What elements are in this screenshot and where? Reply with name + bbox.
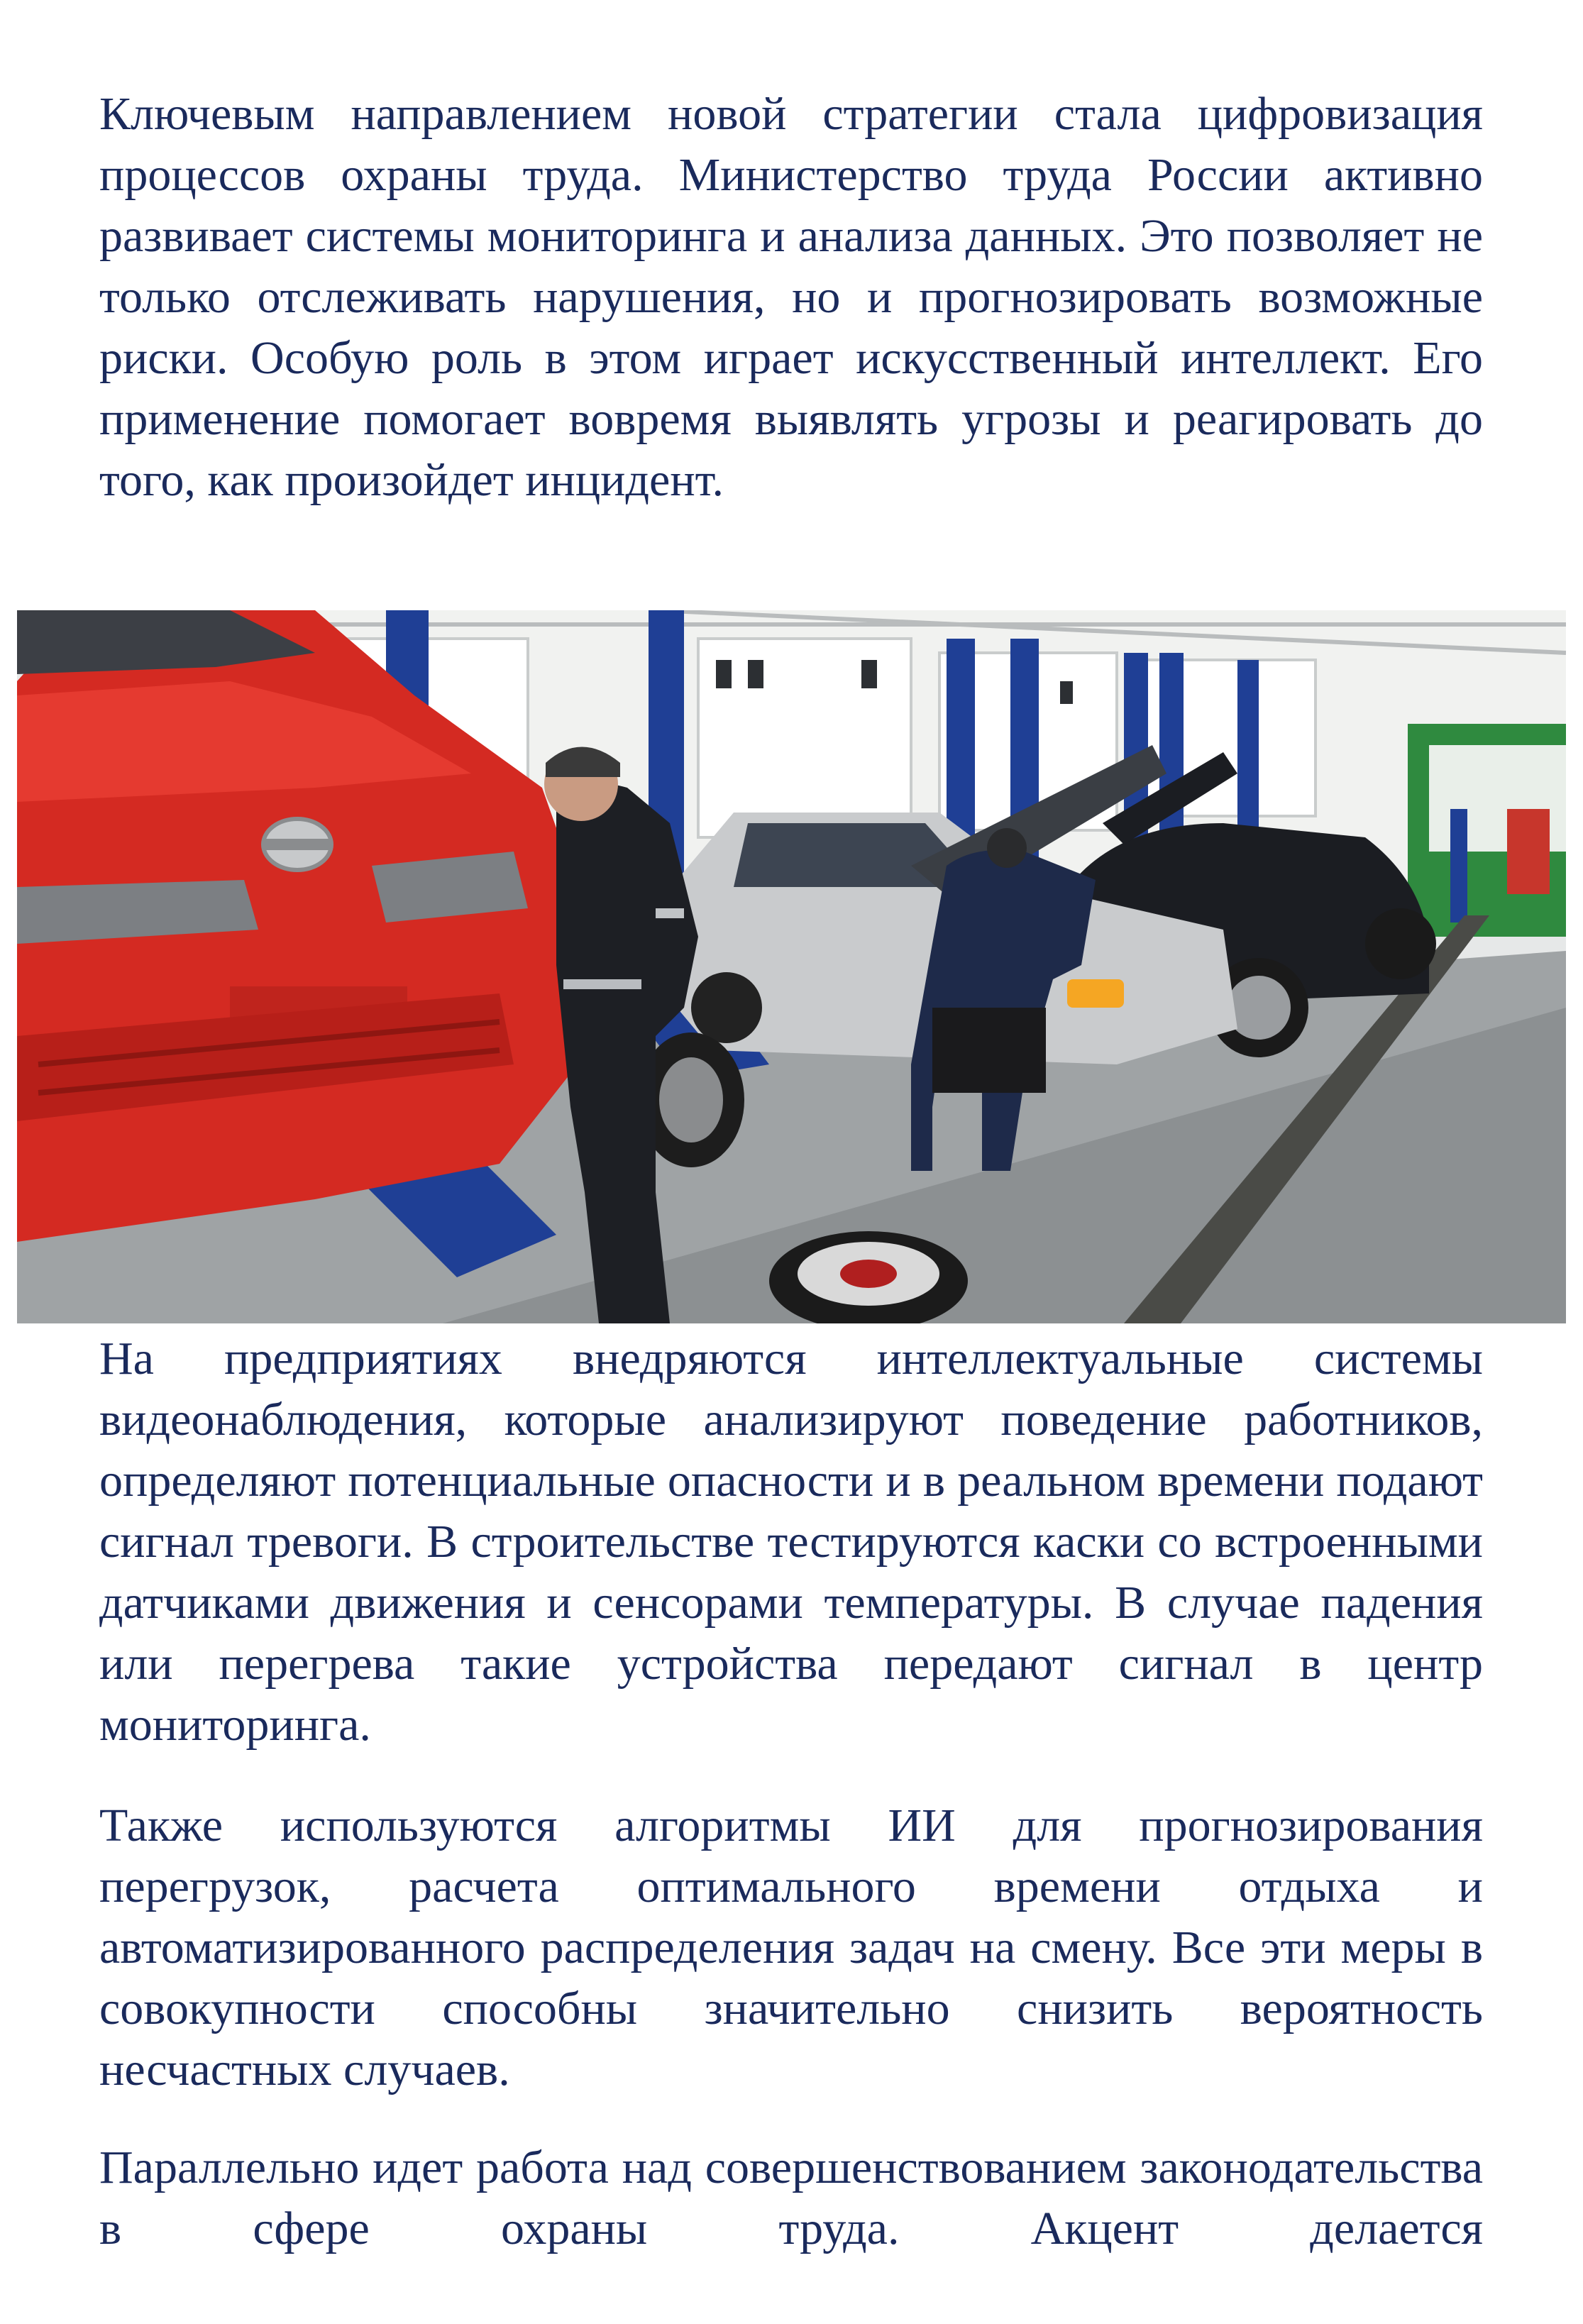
paragraph-video-surveillance: На предприятиях внедряются интеллектуальные системы видеонаблюдения, которые анализируют поведение работников, определяют потенциальные опасности и в реальном времени подают сигнал тревоги. В строительстве тестируются каски со встроенными датчиками движения и сенсорами температуры. В случае падения или перегрева такие устройства передают сигнал в центр мониторинга. xyxy=(99,1333,1483,1751)
paragraph-legislation: Параллельно идет работа над совершенствованием законодательства в сфере охраны труда. Акцент делается xyxy=(99,2142,1483,2254)
photo-car-service-workshop xyxy=(17,610,1566,1323)
paragraph-digitalization: Ключевым направлением новой стратегии стала цифровизация процессов охраны труда. Министерство труда России активно развивает системы мониторинга и анализа данных. Это позволяет не только отслеживать нарушения, но и прогнозировать возможные риски. Особую роль в этом играет искусственный интеллект. Его применение помогает вовремя выявлять угрозы и реагировать до того, как произойдет инцидент. xyxy=(99,88,1483,506)
paragraph-ai-algorithms: Также используются алгоритмы ИИ для прогнозирования перегрузок, расчета оптимального времени отдыха и автоматизированного распределения задач на смену. Все эти меры в совокупности способны значительно снизить вероятность несчастных случаев. xyxy=(99,1800,1483,2096)
